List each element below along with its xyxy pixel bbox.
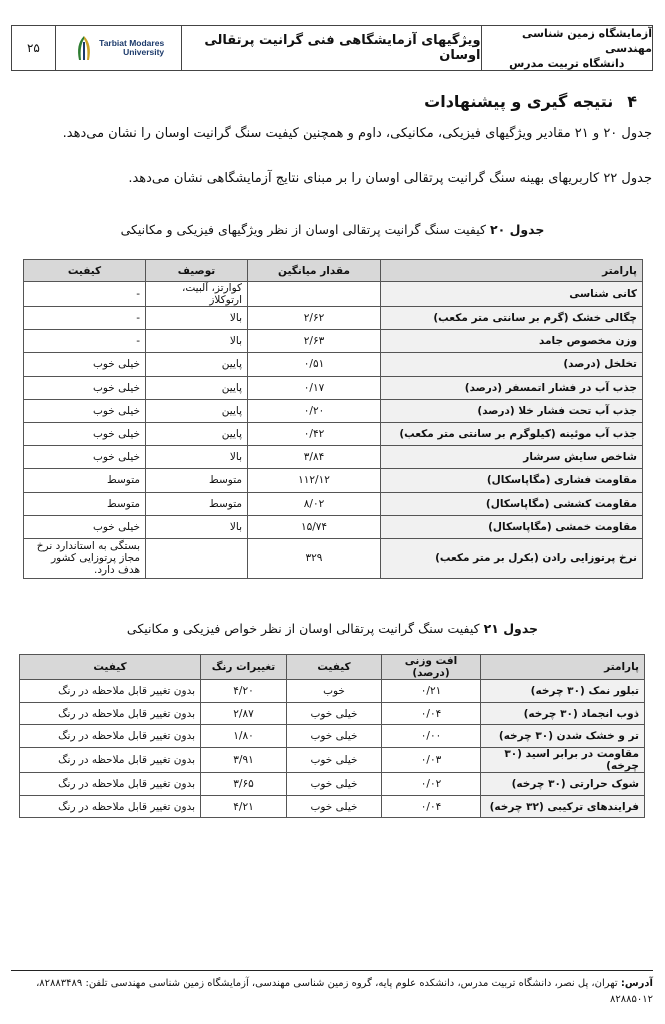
table-row <box>24 469 643 492</box>
value-cell: ۰/۴۲ <box>248 422 381 445</box>
weight-loss-cell: ۰/۰۰ <box>382 725 481 748</box>
param-cell: تخلخل (درصد) <box>381 353 643 376</box>
column-header: افت وزنی (درصد) <box>382 655 481 680</box>
logo-text-line2: University <box>123 47 165 57</box>
param-cell: جذب آب در فشار اتمسفر (درصد) <box>381 376 643 399</box>
quality-cell: - <box>24 330 146 353</box>
document-title: ویژگیهای آزمایشگاهی فنی گرانیت پرتقالی اوسان <box>181 26 480 70</box>
column-header: کیفیت <box>20 655 201 680</box>
description-cell <box>146 538 248 578</box>
table21-caption-text: کیفیت سنگ گرانیت پرتقالی اوسان از نظر خواص فیزیکی و مکانیکی <box>126 621 480 636</box>
param-cell: جذب آب موئینه (کیلوگرم بر سانتی متر مکعب) <box>381 422 643 445</box>
lab-name-line1: آزمایشگاه زمین شناسی مهندسی <box>522 26 652 55</box>
color-quality-cell: بدون تغییر قابل ملاحظه در رنگ <box>20 795 201 818</box>
lab-name-line2: دانشگاه تربیت مدرس <box>509 56 625 70</box>
color-change-cell: ۱/۸۰ <box>201 725 287 748</box>
description-cell: متوسط <box>146 492 248 515</box>
quality-cell: خیلی خوب <box>24 353 146 376</box>
value-cell: ۳/۸۴ <box>248 446 381 469</box>
weight-loss-cell: ۰/۲۱ <box>382 680 481 703</box>
table-row <box>24 376 643 399</box>
param-cell: فرایندهای ترکیبی (۳۲ چرخه) <box>481 795 645 818</box>
description-cell: پایین <box>146 376 248 399</box>
param-cell: نرخ پرتوزایی رادن (بکرل بر متر مکعب) <box>381 538 643 578</box>
color-change-cell: ۳/۶۵ <box>201 773 287 796</box>
quality-cell: خیلی خوب <box>287 725 382 748</box>
logo-text-line1: Tarbiat Modares <box>99 38 165 48</box>
description-cell: پایین <box>146 353 248 376</box>
value-cell: ۰/۱۷ <box>248 376 381 399</box>
description-cell: بالا <box>146 330 248 353</box>
table-row <box>24 492 643 515</box>
table-row <box>24 446 643 469</box>
param-cell: چگالی خشک (گرم بر سانتی متر مکعب) <box>381 307 643 330</box>
quality-cell: متوسط <box>24 492 146 515</box>
table21-header-row <box>20 655 645 680</box>
param-cell: شاخص سایش سرشار <box>381 446 643 469</box>
description-cell: کوارتز، آلبیت، ارتوکلاز <box>146 282 248 307</box>
quality-cell: بستگی به استاندارد نرخ مجاز پرتوزایی کشور هدف دارد. <box>24 538 146 578</box>
param-cell: ذوب انجماد (۳۰ چرخه) <box>481 702 645 725</box>
column-header: مقدار میانگین <box>248 260 381 282</box>
paragraph-1: جدول ۲۰ و ۲۱ مقادیر ویژگیهای فیزیکی، مکانیکی، داوم و همچنین کیفیت سنگ گرانیت اوسان را نشان می‌دهد. <box>62 126 652 141</box>
value-cell: ۰/۲۰ <box>248 399 381 422</box>
value-cell <box>248 282 381 307</box>
color-change-cell: ۲/۸۷ <box>201 702 287 725</box>
column-header: تغییرات رنگ <box>201 655 287 680</box>
quality-cell: خیلی خوب <box>24 376 146 399</box>
table-row <box>20 725 645 748</box>
table-row <box>24 515 643 538</box>
quality-cell: خوب <box>287 680 382 703</box>
description-cell: پایین <box>146 422 248 445</box>
table20-caption-label: جدول ۲۰ <box>489 222 545 237</box>
quality-cell: خیلی خوب <box>287 748 382 773</box>
description-cell: متوسط <box>146 469 248 492</box>
param-cell: مقاومت کششی (مگاپاسکال) <box>381 492 643 515</box>
quality-cell: خیلی خوب <box>24 399 146 422</box>
page-number: ۲۵ <box>26 41 40 55</box>
quality-cell: خیلی خوب <box>287 773 382 796</box>
column-header: پارامتر <box>481 655 645 680</box>
table-row <box>24 353 643 376</box>
weight-loss-cell: ۰/۰۳ <box>382 748 481 773</box>
footer-address: تهران، پل نصر، دانشگاه تربیت مدرس، دانشکده علوم پایه، گروه زمین شناسی مهندسی، آزمایشگاه زمین شناسی مهندسی تلفن: ۸۲۸۸۳۴۸۹، <box>36 978 618 989</box>
value-cell: ۲/۶۳ <box>248 330 381 353</box>
table-row <box>20 702 645 725</box>
university-logo <box>55 26 182 70</box>
value-cell: ۳۲۹ <box>248 538 381 578</box>
quality-cell: خیلی خوب <box>24 422 146 445</box>
table20-header-row <box>24 260 643 282</box>
table-row <box>24 422 643 445</box>
value-cell: ۸/۰۲ <box>248 492 381 515</box>
table-row <box>24 282 643 307</box>
param-cell: تبلور نمک (۳۰ چرخه) <box>481 680 645 703</box>
column-header: کیفیت <box>24 260 146 282</box>
quality-cell: خیلی خوب <box>24 515 146 538</box>
description-cell: بالا <box>146 515 248 538</box>
color-quality-cell: بدون تغییر قابل ملاحظه در رنگ <box>20 748 201 773</box>
footer-label: آدرس: <box>620 978 653 989</box>
value-cell: ۱۵/۷۴ <box>248 515 381 538</box>
paragraph-2: جدول ۲۲ کاربریهای بهینه سنگ گرانیت پرتقالی اوسان را بر مبنای نتایج آزمایشگاهی نشان می‌دهد. <box>128 171 652 186</box>
color-change-cell: ۴/۲۰ <box>201 680 287 703</box>
table-row <box>20 773 645 796</box>
weight-loss-cell: ۰/۰۴ <box>382 795 481 818</box>
param-cell: مقاومت خمشی (مگاپاسکال) <box>381 515 643 538</box>
value-cell: ۲/۶۲ <box>248 307 381 330</box>
param-cell: کانی شناسی <box>381 282 643 307</box>
table-row <box>20 680 645 703</box>
color-quality-cell: بدون تغییر قابل ملاحظه در رنگ <box>20 680 201 703</box>
param-cell: شوک حرارتی (۳۰ چرخه) <box>481 773 645 796</box>
color-change-cell: ۳/۹۱ <box>201 748 287 773</box>
quality-cell: - <box>24 307 146 330</box>
table21-caption-label: جدول ۲۱ <box>483 621 539 636</box>
table21 <box>19 654 645 818</box>
footer-divider <box>11 970 653 971</box>
weight-loss-cell: ۰/۰۲ <box>382 773 481 796</box>
color-change-cell: ۴/۲۱ <box>201 795 287 818</box>
quality-cell: خیلی خوب <box>287 702 382 725</box>
lab-name <box>481 26 652 70</box>
quality-cell: - <box>24 282 146 307</box>
param-cell: مقاومت در برابر اسید (۳۰ چرخه) <box>481 748 645 773</box>
value-cell: ۱۱۲/۱۲ <box>248 469 381 492</box>
university-emblem-icon <box>73 34 95 62</box>
table20-caption-text: کیفیت سنگ گرانیت پرتقالی اوسان از نظر ویژگیهای فیزیکی و مکانیکی <box>120 222 486 237</box>
color-quality-cell: بدون تغییر قابل ملاحظه در رنگ <box>20 725 201 748</box>
table-row <box>24 399 643 422</box>
color-quality-cell: بدون تغییر قابل ملاحظه در رنگ <box>20 702 201 725</box>
section-title: نتیجه گیری و پیشنهادات <box>424 92 614 111</box>
footer-phone: ۸۲۸۸۵۰۱۲ <box>610 994 653 1005</box>
table-row <box>24 307 643 330</box>
description-cell: بالا <box>146 307 248 330</box>
weight-loss-cell: ۰/۰۴ <box>382 702 481 725</box>
section-heading <box>237 92 637 111</box>
section-number: ۴ <box>627 92 637 111</box>
table-row <box>24 538 643 578</box>
description-cell: پایین <box>146 399 248 422</box>
param-cell: مقاومت فشاری (مگاپاسکال) <box>381 469 643 492</box>
table-row <box>20 795 645 818</box>
param-cell: جذب آب تحت فشار خلا (درصد) <box>381 399 643 422</box>
table20 <box>23 259 643 579</box>
color-quality-cell: بدون تغییر قابل ملاحظه در رنگ <box>20 773 201 796</box>
table21-caption <box>0 621 665 636</box>
quality-cell: متوسط <box>24 469 146 492</box>
param-cell: وزن مخصوص جامد <box>381 330 643 353</box>
quality-cell: خیلی خوب <box>287 795 382 818</box>
column-header: کیفیت <box>287 655 382 680</box>
column-header: پارامتر <box>381 260 643 282</box>
page-header <box>11 25 653 71</box>
param-cell: تر و خشک شدن (۳۰ چرخه) <box>481 725 645 748</box>
quality-cell: خیلی خوب <box>24 446 146 469</box>
column-header: توصیف <box>146 260 248 282</box>
description-cell: بالا <box>146 446 248 469</box>
footer <box>11 976 653 1008</box>
table20-caption <box>0 222 665 237</box>
table-row <box>24 330 643 353</box>
value-cell: ۰/۵۱ <box>248 353 381 376</box>
table-row <box>20 748 645 773</box>
